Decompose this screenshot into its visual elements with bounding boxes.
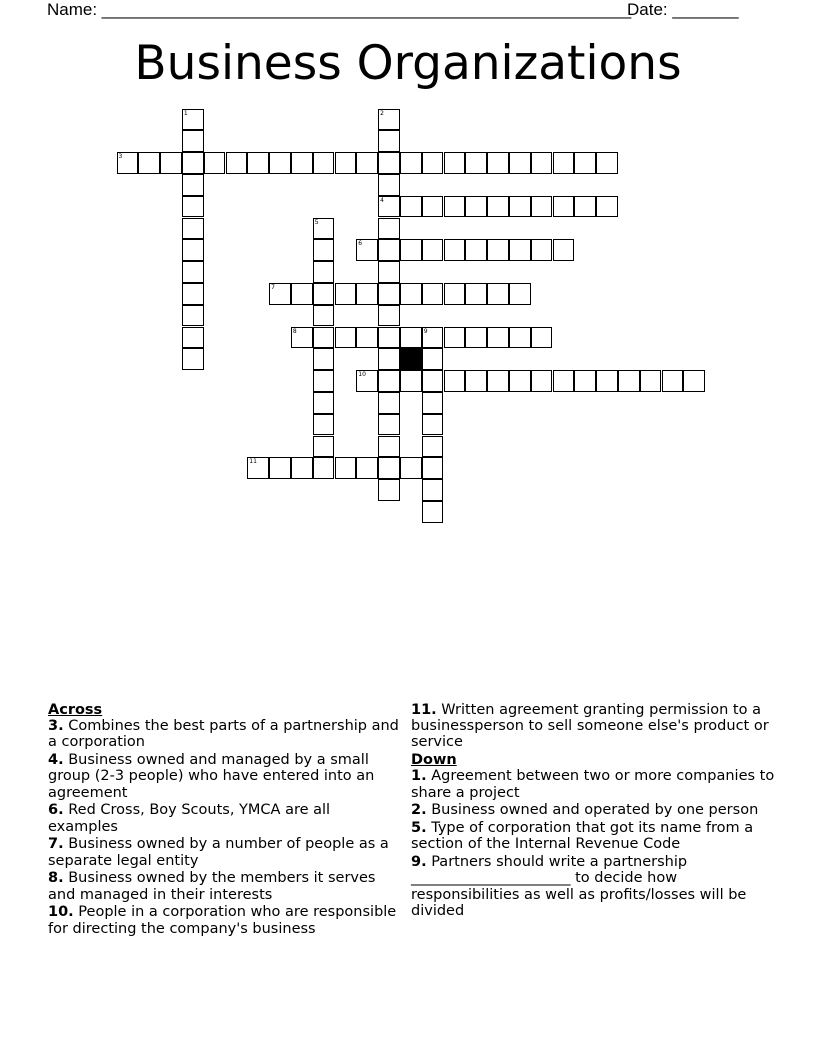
clue-number: 1 (183, 109, 188, 117)
grid-cell[interactable] (618, 370, 640, 392)
grid-cell[interactable] (182, 196, 204, 218)
grid-cell[interactable] (182, 130, 204, 152)
grid-cell[interactable] (509, 239, 531, 261)
grid-cell[interactable] (574, 196, 596, 218)
grid-cell[interactable] (378, 370, 400, 392)
grid-cell[interactable] (444, 283, 466, 305)
grid-cell[interactable] (531, 370, 553, 392)
clue-item (48, 904, 403, 936)
grid-cell[interactable] (182, 261, 204, 283)
grid-cell[interactable] (444, 239, 466, 261)
grid-cell[interactable] (269, 152, 291, 174)
clue-item (48, 802, 403, 834)
clue-item-text: Written agreement granting permission to a businessperson to sell someone else's product or service (411, 702, 769, 751)
grid-cell[interactable] (313, 283, 335, 305)
grid-cell[interactable] (182, 218, 204, 240)
clue-item-number: 1. (411, 768, 427, 785)
clue-item-number: 10. (48, 904, 74, 921)
grid-cell[interactable] (335, 152, 357, 174)
grid-cell[interactable] (378, 436, 400, 458)
grid-cell[interactable] (422, 479, 444, 501)
grid-cell[interactable] (117, 152, 139, 174)
grid-cell[interactable] (465, 152, 487, 174)
grid-cell[interactable] (313, 327, 335, 349)
down-heading: Down (411, 752, 457, 769)
grid-cell[interactable] (378, 239, 400, 261)
grid-cell[interactable] (335, 283, 357, 305)
clue-item (48, 752, 403, 801)
clue-item-number: 7. (48, 836, 64, 853)
grid-cell[interactable] (378, 327, 400, 349)
clue-item (48, 718, 403, 750)
grid-cell[interactable] (182, 109, 204, 131)
clue-item-text: Agreement between two or more companies to share a project (411, 768, 775, 801)
grid-cell[interactable] (574, 370, 596, 392)
grid-cell[interactable] (465, 327, 487, 349)
clue-number: 4 (380, 196, 384, 204)
grid-cell[interactable] (487, 327, 509, 349)
clue-number: 10 (358, 371, 366, 379)
grid-cell[interactable] (160, 152, 182, 174)
grid-cell[interactable] (247, 457, 269, 479)
grid-cell[interactable] (553, 196, 575, 218)
grid-cell[interactable] (182, 327, 204, 349)
grid-cell[interactable] (509, 327, 531, 349)
grid-cell[interactable] (596, 196, 618, 218)
clue-number: 9 (423, 327, 428, 335)
grid-cell[interactable] (378, 348, 400, 370)
grid-cell[interactable] (596, 370, 618, 392)
grid-cell[interactable] (422, 436, 444, 458)
clue-item (411, 702, 776, 751)
grid-cell[interactable] (313, 305, 335, 327)
grid-cell[interactable] (356, 283, 378, 305)
grid-cell[interactable] (422, 370, 444, 392)
clue-number: 11 (249, 458, 257, 466)
grid-cell[interactable] (422, 392, 444, 414)
clue-item (411, 802, 776, 818)
grid-cell[interactable] (400, 152, 422, 174)
grid-cell[interactable] (313, 436, 335, 458)
grid-cell[interactable] (378, 414, 400, 436)
grid-cell[interactable] (465, 239, 487, 261)
grid-cell[interactable] (378, 283, 400, 305)
clue-item-text: Business owned and managed by a small group (2-3 people) who have entered into an agreement (48, 752, 375, 801)
down-clue-list (411, 768, 776, 919)
clue-item-text: Business owned and operated by one person (426, 802, 759, 819)
grid-cell[interactable] (356, 239, 378, 261)
clue-item (48, 836, 403, 868)
clue-item (48, 870, 403, 902)
grid-cell[interactable] (487, 152, 509, 174)
grid-cell[interactable] (465, 370, 487, 392)
grid-cell[interactable] (487, 239, 509, 261)
clue-item-number: 5. (411, 820, 427, 837)
grid-cell[interactable] (444, 196, 466, 218)
clue-item-number: 3. (48, 718, 64, 735)
clue-number: 2 (380, 109, 384, 117)
grid-cell[interactable] (487, 370, 509, 392)
grid-cell[interactable] (378, 261, 400, 283)
clue-item-text: Combines the best parts of a partnership and a corporation (48, 718, 399, 751)
grid-cell[interactable] (487, 196, 509, 218)
grid-cell[interactable] (400, 283, 422, 305)
grid-cell[interactable] (378, 392, 400, 414)
grid-cell[interactable] (378, 479, 400, 501)
grid-cell[interactable] (422, 152, 444, 174)
grid-cell[interactable] (509, 196, 531, 218)
grid-cell[interactable] (531, 196, 553, 218)
grid-cell[interactable] (422, 239, 444, 261)
across-heading: Across (48, 702, 103, 718)
clue-item-text: Partners should write a partnership ______________________ to decide how responsibilities as well as profits/losses will be divided (411, 854, 747, 919)
grid-cell[interactable] (291, 283, 313, 305)
grid-cell[interactable] (400, 370, 422, 392)
across-clue-list (48, 718, 403, 937)
grid-cell[interactable] (444, 327, 466, 349)
clue-item-number: 11. (411, 702, 437, 718)
grid-cell[interactable] (378, 152, 400, 174)
grid-cell[interactable] (574, 152, 596, 174)
grid-cell[interactable] (313, 370, 335, 392)
grid-cell[interactable] (378, 196, 400, 218)
grid-cell[interactable] (465, 283, 487, 305)
grid-cell[interactable] (509, 283, 531, 305)
grid-cell[interactable] (204, 152, 226, 174)
clue-number: 8 (292, 327, 297, 335)
grid-cell[interactable] (313, 348, 335, 370)
grid-cell[interactable] (531, 152, 553, 174)
grid-cell[interactable] (596, 152, 618, 174)
clue-item-number: 4. (48, 752, 64, 769)
grid-cell[interactable] (291, 457, 313, 479)
grid-cell[interactable] (182, 348, 204, 370)
clue-number: 6 (358, 240, 363, 248)
clue-item (411, 768, 776, 800)
grid-cell[interactable] (335, 457, 357, 479)
grid-cell[interactable] (182, 239, 204, 261)
grid-cell[interactable] (291, 327, 313, 349)
grid-cell[interactable] (182, 152, 204, 174)
across-clue-list-continued (411, 702, 776, 751)
grid-cell[interactable] (553, 239, 575, 261)
grid-cell[interactable] (422, 348, 444, 370)
grid-black-cell (400, 348, 422, 370)
grid-cell[interactable] (356, 457, 378, 479)
clue-item-text: Type of corporation that got its name from a section of the Internal Revenue Code (411, 820, 754, 853)
grid-cell[interactable] (553, 152, 575, 174)
grid-cell[interactable] (269, 283, 291, 305)
grid-cell[interactable] (422, 501, 444, 523)
grid-cell[interactable] (465, 196, 487, 218)
grid-cell[interactable] (422, 327, 444, 349)
grid-cell[interactable] (400, 196, 422, 218)
grid-cell[interactable] (335, 327, 357, 349)
grid-cell[interactable] (422, 414, 444, 436)
grid-cell[interactable] (509, 152, 531, 174)
grid-cell[interactable] (313, 261, 335, 283)
grid-cell[interactable] (378, 305, 400, 327)
grid-cell[interactable] (182, 283, 204, 305)
grid-cell[interactable] (640, 370, 662, 392)
clue-number: 3 (118, 153, 123, 161)
grid-cell[interactable] (313, 392, 335, 414)
grid-cell[interactable] (444, 370, 466, 392)
grid-cell[interactable] (509, 370, 531, 392)
grid-cell[interactable] (313, 457, 335, 479)
grid-cell[interactable] (291, 152, 313, 174)
clues-left-column (48, 702, 403, 938)
grid-cell[interactable] (226, 152, 248, 174)
clues-right-column (411, 702, 776, 921)
grid-cell[interactable] (182, 174, 204, 196)
clue-item-text: Business owned by a number of people as a separate legal entity (48, 836, 389, 869)
clue-item-text: Red Cross, Boy Scouts, YMCA are all examples (48, 802, 331, 835)
grid-cell[interactable] (313, 152, 335, 174)
grid-cell[interactable] (662, 370, 684, 392)
grid-cell[interactable] (531, 327, 553, 349)
grid-cell[interactable] (422, 196, 444, 218)
grid-cell[interactable] (400, 457, 422, 479)
grid-cell[interactable] (400, 327, 422, 349)
clue-item-number: 6. (48, 802, 64, 819)
grid-cell[interactable] (487, 283, 509, 305)
grid-cell[interactable] (182, 305, 204, 327)
grid-cell[interactable] (313, 239, 335, 261)
clue-number: 5 (314, 218, 319, 226)
grid-cell[interactable] (378, 174, 400, 196)
clue-item-number: 2. (411, 802, 427, 819)
grid-cell[interactable] (553, 370, 575, 392)
date-field-label: Date: _______ (627, 0, 739, 19)
grid-cell[interactable] (444, 152, 466, 174)
grid-cell[interactable] (400, 239, 422, 261)
grid-cell[interactable] (683, 370, 705, 392)
grid-cell[interactable] (356, 327, 378, 349)
clue-number: 7 (271, 283, 275, 291)
grid-cell[interactable] (378, 109, 400, 131)
clue-item-text: Business owned by the members it serves and managed in their interests (48, 870, 376, 903)
clue-item (411, 854, 776, 919)
grid-cell[interactable] (422, 457, 444, 479)
grid-cell[interactable] (313, 414, 335, 436)
grid-cell[interactable] (378, 457, 400, 479)
name-field-label: Name: ________________________________________________________ (47, 0, 632, 19)
clue-item-number: 9. (411, 854, 427, 871)
clue-item-text: People in a corporation who are responsible for directing the company's business (48, 904, 397, 937)
grid-cell[interactable] (378, 218, 400, 240)
grid-cell[interactable] (356, 152, 378, 174)
grid-cell[interactable] (422, 283, 444, 305)
grid-cell[interactable] (269, 457, 291, 479)
clue-item (411, 820, 776, 852)
grid-cell[interactable] (138, 152, 160, 174)
page-title: Business Organizations (134, 36, 682, 91)
grid-cell[interactable] (313, 218, 335, 240)
grid-cell[interactable] (247, 152, 269, 174)
grid-cell[interactable] (356, 370, 378, 392)
grid-cell[interactable] (378, 130, 400, 152)
grid-cell[interactable] (531, 239, 553, 261)
clue-item-number: 8. (48, 870, 64, 887)
